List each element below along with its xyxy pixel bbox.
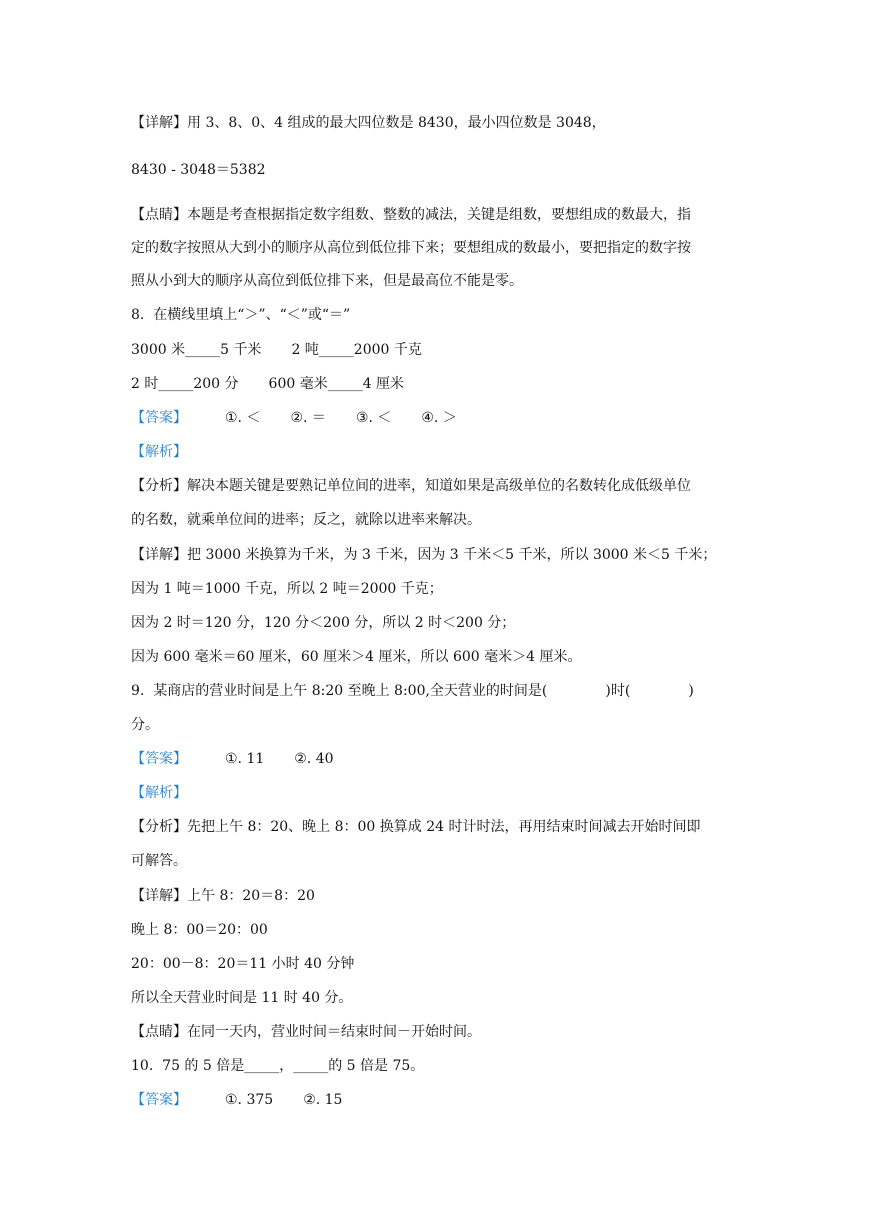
line-remark-q7: 【点睛】本题是考查根据指定数字组数、整数的减法，关键是组数，要想组成的数最大，指 bbox=[131, 207, 691, 223]
answer-q10: 【答案】 ①. 375 ②. 15 bbox=[131, 1092, 343, 1108]
question-8: 8. 在横线里填上“＞”、“＜”或“＝” bbox=[131, 307, 351, 323]
tag-remark: 【点睛】 bbox=[131, 207, 187, 223]
line-remark-q9: 【点睛】在同一天内，营业时间＝结束时间－开始时间。 bbox=[131, 1024, 481, 1040]
question-9-2: 分。 bbox=[131, 717, 159, 733]
line-remark-q7-2: 定的数字按照从大到小的顺序从高位到低位排下来；要想组成的数最小，要把指定的数字按 bbox=[131, 240, 691, 256]
q8-row-2: 2 时_____200 分 600 毫米_____4 厘米 bbox=[131, 376, 405, 392]
tag-reason: 【分析】 bbox=[131, 478, 187, 494]
line-calc-q7: 8430 - 3048＝5382 bbox=[131, 162, 266, 178]
question-10: 10. 75 的 5 倍是_____，_____的 5 倍是 75。 bbox=[131, 1058, 425, 1074]
line-detail-q7: 【详解】用 3、8、0、4 组成的最大四位数是 8430，最小四位数是 3048， bbox=[131, 115, 606, 131]
line-detail-q9-4: 所以全天营业时间是 11 时 40 分。 bbox=[131, 990, 353, 1006]
line-detail-q8-4: 因为 600 毫米＝60 厘米，60 厘米＞4 厘米，所以 600 毫米＞4 厘米。 bbox=[131, 649, 582, 665]
line-analysis-q8: 【分析】解决本题关键是要熟记单位间的进率，知道如果是高级单位的名数转化成低级单位 bbox=[131, 478, 691, 494]
line-detail-q8-2: 因为 1 吨＝1000 千克，所以 2 吨＝2000 千克； bbox=[131, 581, 443, 597]
tag-answer: 【答案】 bbox=[131, 410, 187, 426]
line-detail-q8: 【详解】把 3000 米换算为千米，为 3 千米，因为 3 千米＜5 千米，所以 3000 米＜5 千米； bbox=[131, 547, 717, 563]
line-detail-q9-3: 20：00－8：20＝11 小时 40 分钟 bbox=[131, 956, 355, 972]
line-detail-q8-3: 因为 2 时＝120 分，120 分＜200 分，所以 2 时＜200 分； bbox=[131, 615, 516, 631]
tag-analysis: 【解析】 bbox=[131, 785, 187, 801]
answer-q9: 【答案】 ①. 11 ②. 40 bbox=[131, 751, 334, 767]
line-analysis-q8-2: 的名数，就乘单位间的进率；反之，就除以进率来解决。 bbox=[131, 512, 481, 528]
question-9: 9. 某商店的营业时间是上午 8:20 至晚上 8:00,全天营业的时间是( )时( ) bbox=[131, 683, 694, 699]
tag-detail: 【详解】 bbox=[131, 115, 187, 131]
tag-answer: 【答案】 bbox=[131, 751, 187, 767]
tag-detail: 【详解】 bbox=[131, 547, 187, 563]
tag-reason: 【分析】 bbox=[131, 819, 187, 835]
tag-answer: 【答案】 bbox=[131, 1092, 187, 1108]
line-analysis-q9-2: 可解答。 bbox=[131, 853, 187, 869]
tag-remark: 【点睛】 bbox=[131, 1024, 187, 1040]
tag-detail: 【详解】 bbox=[131, 888, 187, 904]
line-remark-q7-3: 照从小到大的顺序从高位到低位排下来，但是最高位不能是零。 bbox=[131, 273, 523, 289]
line-detail-q9-2: 晚上 8：00＝20：00 bbox=[131, 922, 268, 938]
line-analysis-q9: 【分析】先把上午 8：20、晚上 8：00 换算成 24 时计时法，再用结束时间减去开始时间即 bbox=[131, 819, 701, 835]
tag-analysis: 【解析】 bbox=[131, 444, 187, 460]
q8-row-1: 3000 米_____5 千米 2 吨_____2000 千克 bbox=[131, 342, 422, 358]
answer-q8: 【答案】 ①. ＜ ②. ＝ ③. ＜ ④. ＞ bbox=[131, 410, 457, 426]
line-detail-q9: 【详解】上午 8：20＝8：20 bbox=[131, 888, 315, 904]
